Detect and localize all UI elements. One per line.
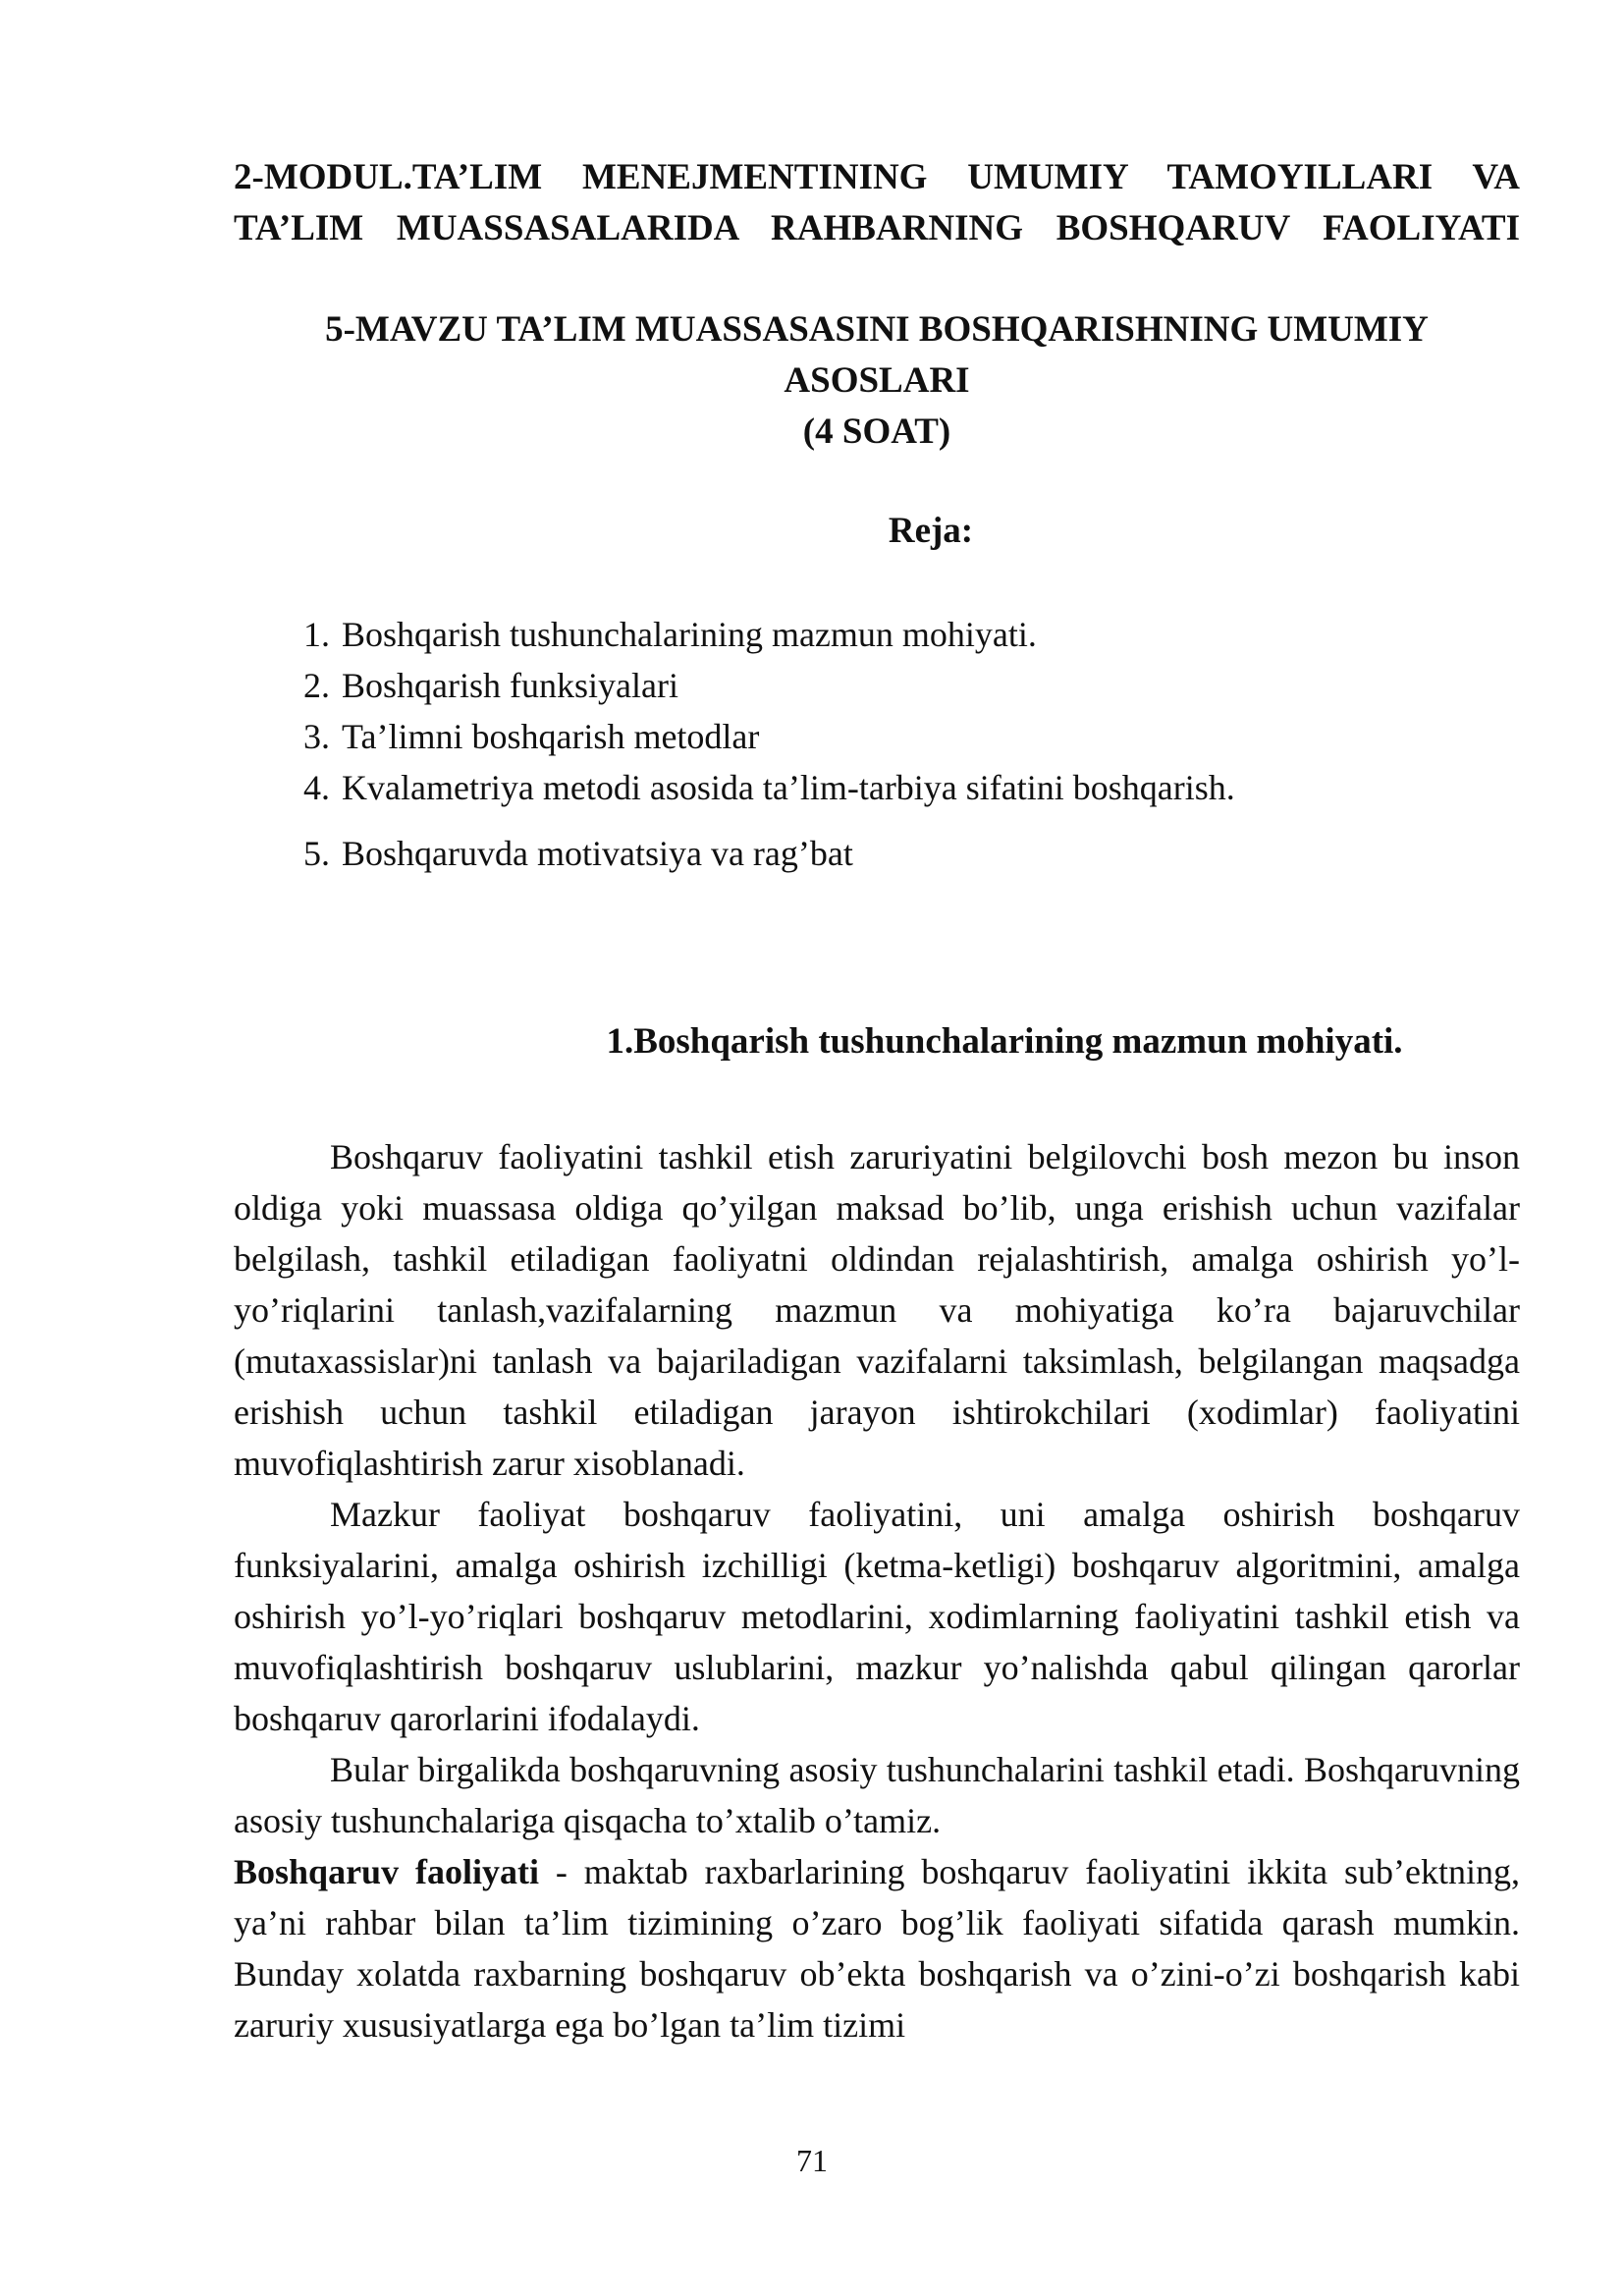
plan-item-number: 1. bbox=[303, 615, 330, 654]
plan-list bbox=[234, 609, 1520, 879]
module-title-line-2: TA’LIM MUASSASALARIDA RAHBARNING BOSHQARUV FAOLIYATI bbox=[234, 208, 1520, 248]
paragraph: Bular birgalikda boshqaruvning asosiy tushunchalarini tashkil etadi. Boshqaruvning asosiy tushunchalariga qisqacha to’xtalib o’tamiz. bbox=[234, 1750, 1520, 1840]
plan-item-text: Boshqarish funksiyalari bbox=[342, 666, 678, 705]
page-number: 71 bbox=[796, 2143, 828, 2178]
module-title bbox=[234, 152, 1520, 254]
body-text bbox=[234, 1131, 1520, 2050]
plan-item bbox=[234, 609, 1520, 660]
plan-item-number: 3. bbox=[303, 717, 330, 756]
topic-title-line-2: ASOSLARI bbox=[784, 360, 970, 401]
definition-paragraph bbox=[234, 1846, 1520, 2050]
plan-item-text: Boshqarish tushunchalarining mazmun mohiyati. bbox=[342, 615, 1037, 654]
paragraph: Boshqaruv faoliyatini tashkil etish zaruriyatini belgilovchi bosh mezon bu inson oldiga yoki muassasa oldiga qo’yilgan maksad bo’lib, unga erishish uchun vazifalar belgilash, tashkil etiladigan faoliyatni oldindan rejalashtirish, amalga oshirish yo’l-yo’riqlarini tanlash,vazifalarning mazmun va mohiyatiga ko’ra bajaruvchilar (mutaxassislar)ni tanlash va bajariladigan vazifalarni taksimlash, belgilangan maqsadga erishish uchun tashkil etiladigan jarayon ishtirokchilari (xodimlar) faoliyatini muvofiqlashtirish zarur xisoblanadi. bbox=[234, 1137, 1520, 1483]
plan-item-text: Kvalametriya metodi asosida ta’lim-tarbiya sifatini boshqarish. bbox=[342, 768, 1235, 807]
plan-item-text: Boshqaruvda motivatsiya va rag’bat bbox=[342, 834, 853, 873]
plan-item bbox=[234, 762, 1520, 813]
plan-item-text: Ta’limni boshqarish metodlar bbox=[342, 717, 760, 756]
plan-item bbox=[234, 660, 1520, 711]
module-title-line-1: 2-MODUL.TA’LIM MENEJMENTINING UMUMIY TAMOYILLARI VA bbox=[234, 157, 1520, 197]
topic-hours: (4 SOAT) bbox=[802, 411, 951, 452]
plan-item-number: 4. bbox=[303, 768, 330, 807]
plan-heading: Reja: bbox=[888, 511, 974, 551]
definition-term: Boshqaruv faoliyati bbox=[234, 1852, 539, 1891]
topic-title-line-1: 5-MAVZU TA’LIM MUASSASASINI BOSHQARISHNING UMUMIY bbox=[325, 309, 1429, 350]
section-heading: 1.Boshqarish tushunchalarining mazmun mohiyati. bbox=[606, 1021, 1403, 1062]
plan-item-number: 5. bbox=[303, 834, 330, 873]
definition-text: - maktab raxbarlarining boshqaruv faoliyatini ikkita sub’ektning, ya’ni rahbar bilan ta’lim tizimining o’zaro bog’lik faoliyati sifatida qarash mumkin. Bunday xolatda raxbarning boshqaruv ob’ekta boshqarish va o’zini-o’zi boshqarish kabi zaruriy xususiyatlarga ega bo’lgan ta’lim tizimi bbox=[234, 1852, 1520, 2045]
paragraph: Mazkur faoliyat boshqaruv faoliyatini, uni amalga oshirish boshqaruv funksiyalarini, amalga oshirish izchilligi (ketma-ketligi) boshqaruv algoritmini, amalga oshirish yo’l-yo’riqlari boshqaruv metodlarini, xodimlarning faoliyatini tashkil etish va muvofiqlashtirish boshqaruv uslublarini, mazkur yo’nalishda qabul qilingan qarorlar boshqaruv qarorlarini ifodalaydi. bbox=[234, 1495, 1520, 1738]
plan-item bbox=[234, 828, 1520, 879]
plan-item bbox=[234, 711, 1520, 762]
plan-item-number: 2. bbox=[303, 666, 330, 705]
topic-title bbox=[234, 304, 1520, 458]
